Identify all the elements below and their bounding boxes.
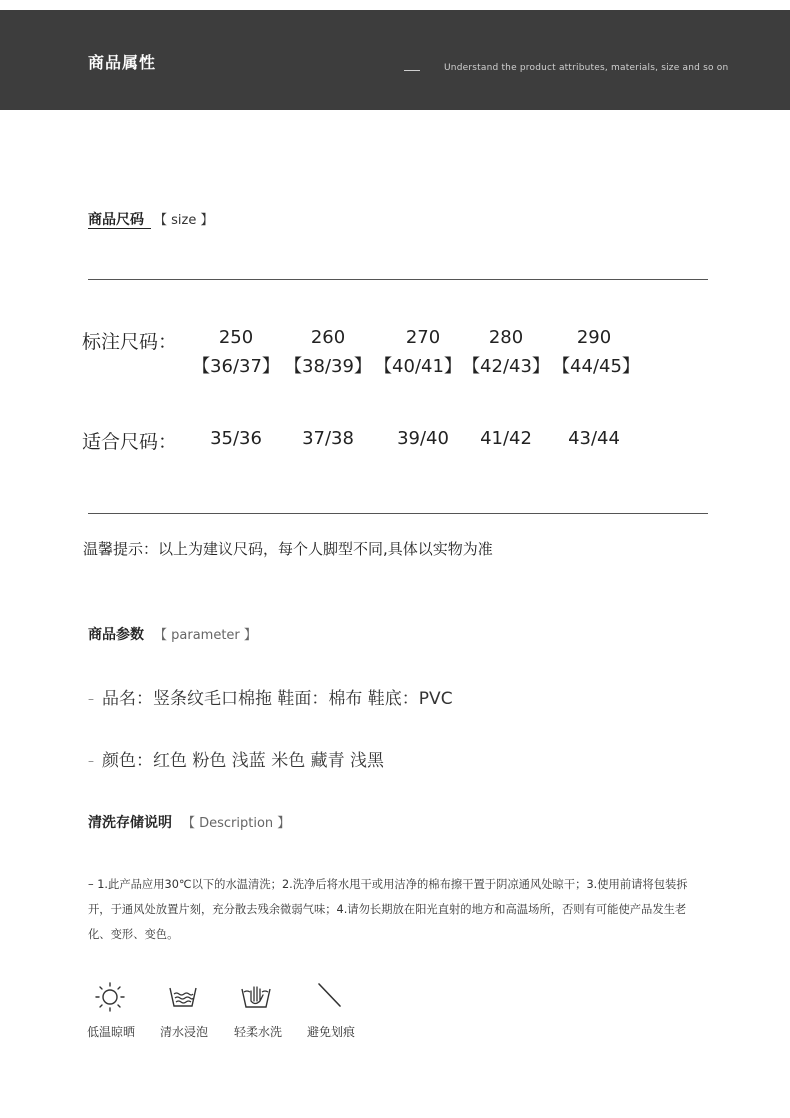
scratch-icon [313,980,345,1012]
size-tip: 温馨提示：以上为建议尺码，每个人脚型不同,具体以实物为准 [83,540,493,558]
header-title: 商品属性 [88,53,157,72]
param-line-color [88,746,384,771]
label-eu-4: 【42/43】 [462,356,550,377]
fit-size-1: 35/36 [210,428,262,449]
wash-title-en: 【 Description 】 [182,816,291,831]
wash-section-title [88,812,290,832]
fit-size-5: 43/44 [568,428,620,449]
fit-size-3: 39/40 [397,428,449,449]
param-line-name [88,684,453,709]
label-size-3: 270 [405,327,441,348]
param-bullet: – [88,754,94,768]
water-basin-icon [167,980,199,1012]
care-label-soak: 清水浸泡 [159,1025,208,1039]
size-section-title [88,209,213,229]
param-title-en: 【 parameter 】 [154,628,257,643]
size-title-zh: 商品尺码 [88,212,144,228]
hand-wash-icon [240,980,272,1012]
wash-instructions: – 1.此产品应用30℃以下的水温清洗；2.洗净后将水甩干或用洁净的棉布擦干置于阴凉通风处晾干；3.使用前请将包装拆开，于通风处放置片刻，充分散去残余微弱气味；4.请勿长期放在阳光直射的地方和高温场所，否则有可能使产品发生老化、变形、变色。 [88,878,688,941]
fit-row-title: 适合尺码： [82,431,178,453]
size-top-rule [88,279,708,280]
label-eu-1: 【36/37】 [192,356,280,377]
param-color-text: 颜色：红色 粉色 浅蓝 米色 藏青 浅黑 [102,751,385,771]
size-title-en: 【 size 】 [154,213,214,228]
header-bar [0,10,790,110]
wash-title-zh: 清洗存储说明 [88,815,172,831]
label-eu-2: 【38/39】 [284,356,372,377]
size-bottom-rule [88,513,708,514]
param-title-zh: 商品参数 [88,627,144,643]
header-subtitle: Understand the product attributes, materials, size and so on [444,63,729,73]
label-size-2: 260 [310,327,346,348]
label-size-4: 280 [488,327,524,348]
care-label-sun: 低温晾晒 [86,1025,135,1039]
care-label-scratch: 避免划痕 [306,1025,355,1039]
fit-size-2: 37/38 [302,428,354,449]
label-size-1: 250 [218,327,254,348]
size-title-underline [88,228,151,229]
sun-icon [94,980,126,1012]
label-size-5: 290 [576,327,612,348]
care-label-handwash: 轻柔水洗 [233,1025,282,1039]
param-bullet: – [88,692,94,706]
label-eu-5: 【44/45】 [552,356,640,377]
header-dash [404,70,420,71]
fit-size-4: 41/42 [480,428,532,449]
param-section-title [88,624,257,644]
label-row-title: 标注尺码： [82,331,178,353]
label-eu-3: 【40/41】 [374,356,462,377]
param-name-text: 品名：竖条纹毛口棉拖 鞋面：棉布 鞋底：PVC [102,689,453,709]
